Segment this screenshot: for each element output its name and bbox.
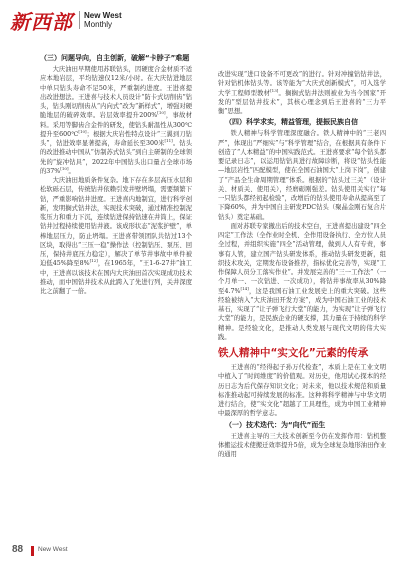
- magazine-logo-english: [79, 11, 134, 29]
- section-heading-3: （三）问题导向，自主创新，破解“卡脖子”难题: [40, 54, 190, 62]
- footer-divider: [31, 546, 34, 556]
- paragraph: 面对苏联专家撤出后的技术空白，王进喜提出建设“四全四定”工作法（全作业时全机、全作用设备执行、全方位人员全过程，并组织实施“四全”活动管理，做到人人有专责，事事有人管，建立国产钻头研发体系，推动钻头研发更新，组织技术攻关，定期发布设备推荐，指标优化完善等，实现“工作保障人员分工落实作业”。并发展完善的“三一工作法”（一个月单一、一次钻进、一次成功），将钻井事故率从30%降至4.7%[14]，这是我国石油工业发展史上的重大突破。这些经验被纳入“大庆油田开发方案”，成为中国石油工业的技术基石，实现了“让子弹飞行大堂”的能力，为实现“让子弹飞行大堂”的能力，是民族企业的硬支撑，其力量在于持续的科学精神。是经验文化，是推动人类发展与现代文明的伟大实践。: [218, 222, 387, 341]
- paragraph: 改进实现“进口设备不可更改”的进行。针对冲撞钻钻井法，针对钻机体钻头等。该等能为“大庆式创新模式”，可入选学大学工程师型教材[13]。搁搁式钻井法则被业为当今国家“开发的”型层钻井技术”，其核心理念到后王进喜的“三力平衡”思想。: [218, 71, 386, 115]
- logo-en-line2: Monthly: [84, 20, 113, 29]
- paragraph: 王进喜主导的三大技术创新至今仍在发挥作用：钻机整体搬运技术使搬迁效率提升5倍，成为全球复杂地形油田作业的通用: [218, 432, 386, 458]
- page-number: 88: [12, 544, 24, 555]
- paragraph: 大庆油田地质条件复杂。地下存在多层高压水层和松软砾石层，传统钻井依赖引发井壁坍塌，需要频繁下钻，严重影响钻井进度。王进喜内地制宜，进行科学创新，发明搁式钻井法，实现技术突破，通过精准控制泥浆压力和重力下沉，连续钻进保持钻速在井筒上，保证钻井过程持续使用钻井液。该成形状态“泥浆护壁”，单棒地层压力，防止坍塌。王进喜带领团队共钻过13个区块，取得出“三压一稳”操作法（控制钻压、泵压、回压，保持井底压力稳定），解决了单节井事故中单件被迫低45%降至8%[12]，在1965年，“王1-6-27井”油工中，王进喜以该技术在国内大庆油田首次实现成功技术推动，而中国钻井技术从此跨入了先进行列，关井深度比之前翻了一倍。: [40, 177, 192, 295]
- magazine-logo: 新西部: [10, 10, 73, 34]
- page-footer: [12, 544, 392, 558]
- logo-en-line1: New West: [84, 11, 122, 20]
- subsection-heading: （一）技术迭代：为“向代”而生: [225, 420, 326, 429]
- paragraph: 铁人精神与科学管理深度融合。铁人精神中的“三老四严”，体现出“严细实”与“科学管理”结合，在根据具有条件下创造了“人本精益”的中国实践范式。王进喜要求“每个钻头都要记录日志”，以运用钻钻具进行故障诊断，将设“钻头性能—地层岩性”匹配模型，使在全国石油国大“上岗下岗”，创建了“产品全生命周期管理”体系。根据的“钻头过三关”（设计关、材质关、使用关），经磨砺刚强差。钻头使用关实行“每一只钻头都经初起检验”，改增后的钻头使用寿命从提高至了下降60%，并为中国自主研发PDC钻头（聚晶金刚石复合片钻头）奠定基础。: [218, 130, 386, 221]
- paragraph: 王进喜的“经得起子孙万代检查”，本质上是在工业文明中植入了“时间维度”的价值观。对历史，他用试心探本的经历日志为后代保存知识文化；对未来，他以技术规范和质量标准推动起可持续发展的标准。这种将科学精神与中华文明进行结合，使“实文化”超越了工具理性，成为中国工业精神中最深厚的哲学意志。: [218, 364, 386, 418]
- paragraph: 大庆油田早期使用苏联钻头，因硬度合金材质不适应本地岩层，平均钻速仅12米/小时。在大庆钻进地层中单只钻头寿命不足50米，严重制约进度。王进喜提出改进想法。王进喜与技术人员设计“防卡式切削齿”钻头，钻头刚切削齿从“内向式”改为“新样式”，增强对硬脆地层的破碎效率。岩层效率提升200%[10]，事故材料。采用等脚齿合金件的研发，使钻头耐温性从300℃提升至600℃[10]；根据大庆岩性特点设计“三翼到刀钻头”，钻进效率显著提高，寿命延长至300米[11]。钻头的改进推动中国从“仿制苏式钻头”到自主研制的全球领先的“旋冲钻具”，2022年中国钻头出口量占全球市场的37%[10]。: [40, 66, 192, 175]
- right-column: [218, 70, 386, 459]
- section-title: 铁人精神中“实文化”元素的传承: [218, 347, 369, 359]
- left-column: [40, 52, 192, 296]
- section-heading-4: （四）科学求实，精益管理，提振民族自信: [225, 118, 358, 127]
- masthead: [0, 0, 402, 52]
- footer-magazine-name: New West: [38, 546, 68, 553]
